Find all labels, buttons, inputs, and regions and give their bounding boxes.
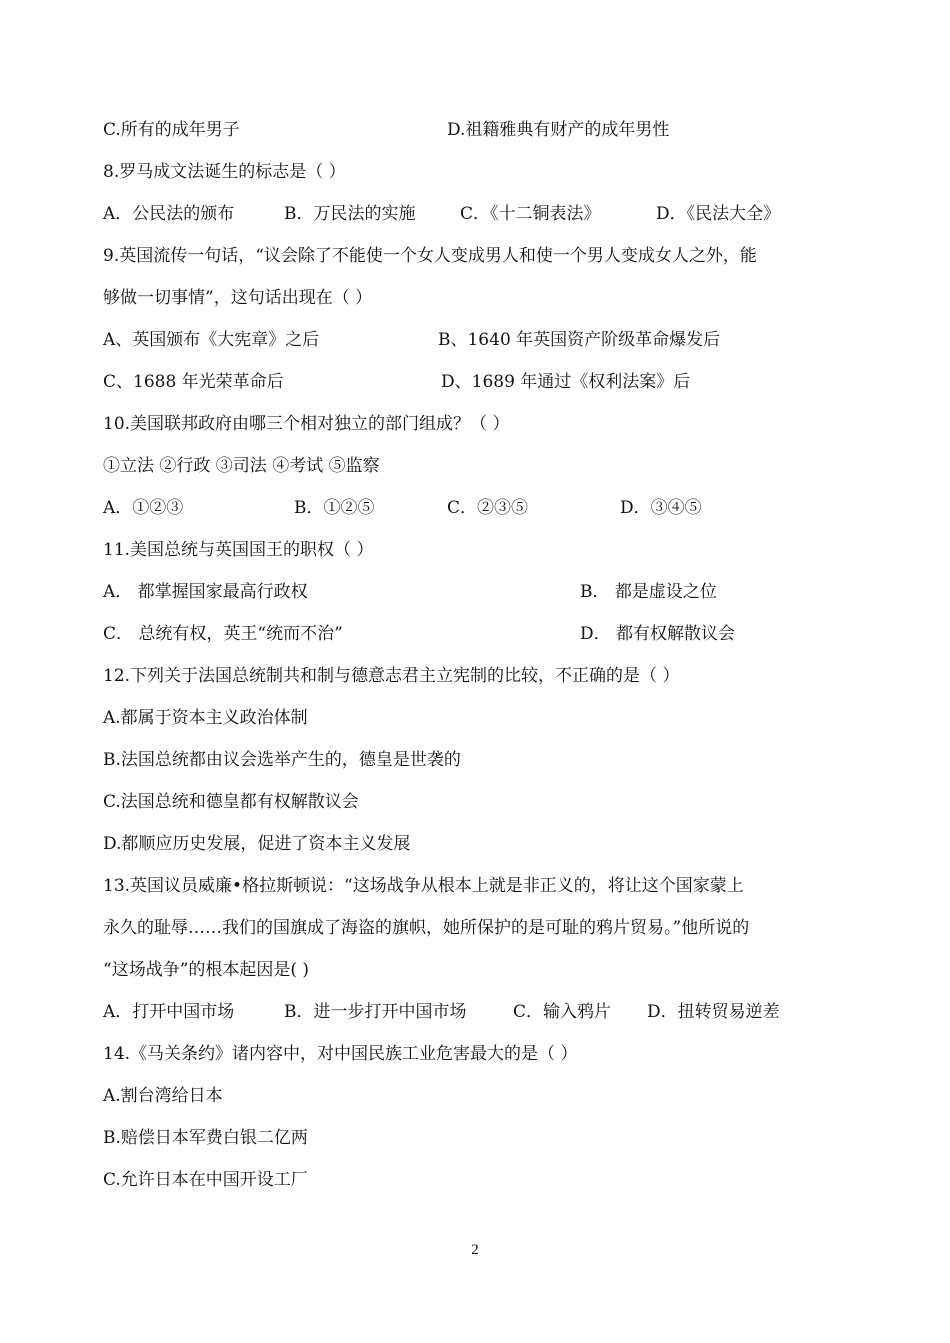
q10-items: ①立法 ②行政 ③司法 ④考试 ⑤监察 [103, 456, 380, 476]
question-8: 8.罗马成文法诞生的标志是（ ） [103, 162, 346, 182]
q10-option-d: D．③④⑤ [620, 498, 702, 518]
q8-option-d: D．《民法大全》 [656, 204, 781, 224]
question-11: 11.美国总统与英国国王的职权（ ） [103, 540, 374, 560]
q13-option-d: D．扭转贸易逆差 [647, 1002, 780, 1022]
q10-option-a: A．①②③ [103, 498, 184, 518]
q11-option-a: A． 都掌握国家最高行政权 [103, 582, 308, 602]
q11-option-c: C． 总统有权，英王“统而不治” [103, 624, 343, 644]
q12-option-c: C.法国总统和德皇都有权解散议会 [103, 792, 359, 812]
q8-option-b: B．万民法的实施 [284, 204, 416, 224]
question-14: 14.《马关条约》诸内容中，对中国民族工业危害最大的是（ ） [103, 1044, 578, 1064]
page-number: 2 [471, 1242, 479, 1258]
q9-option-a: A、英国颁布《大宪章》之后 [103, 330, 320, 350]
question-13-line-2: 永久的耻辱……我们的国旗成了海盗的旗帜，她所保护的是可耻的鸦片贸易。”他所说的 [103, 918, 750, 938]
q14-option-c: C.允许日本在中国开设工厂 [103, 1170, 308, 1190]
q9-option-b: B、1640 年英国资产阶级革命爆发后 [438, 330, 721, 350]
q7-option-d: D.祖籍雅典有财产的成年男性 [447, 120, 670, 140]
q12-option-b: B.法国总统都由议会选举产生的，德皇是世袭的 [103, 750, 461, 770]
q11-option-d: D． 都有权解散议会 [580, 624, 736, 644]
question-12: 12.下列关于法国总统制共和制与德意志君主立宪制的比较，不正确的是（ ） [103, 666, 680, 686]
q13-option-a: A．打开中国市场 [103, 1002, 235, 1022]
question-13-line-3: “这场战争”的根本起因是( ) [103, 960, 310, 980]
q12-option-a: A.都属于资本主义政治体制 [103, 708, 308, 728]
q7-option-c: C.所有的成年男子 [103, 120, 240, 140]
q13-option-b: B．进一步打开中国市场 [284, 1002, 467, 1022]
question-13-line-1: 13.英国议员威廉•格拉斯顿说：“这场战争从根本上就是非正义的，将让这个国家蒙上 [103, 876, 744, 896]
q12-option-d: D.都顺应历史发展，促进了资本主义发展 [103, 834, 411, 854]
q9-option-d: D、1689 年通过《权利法案》后 [441, 372, 691, 392]
q10-option-b: B．①②⑤ [294, 498, 375, 518]
q8-option-a: A．公民法的颁布 [103, 204, 235, 224]
question-9-line-1: 9.英国流传一句话，“议会除了不能使一个女人变成男人和使一个男人变成女人之外，能 [103, 246, 757, 266]
q14-option-b: B.赔偿日本军费白银二亿两 [103, 1128, 308, 1148]
question-10: 10.美国联邦政府由哪三个相对独立的部门组成？（ ） [103, 414, 510, 434]
q11-option-b: B． 都是虚设之位 [580, 582, 717, 602]
q13-option-c: C．输入鸦片 [513, 1002, 612, 1022]
q14-option-a: A.割台湾给日本 [103, 1086, 223, 1106]
q9-option-c: C、1688 年光荣革命后 [103, 372, 284, 392]
q10-option-c: C．②③⑤ [447, 498, 529, 518]
question-9-line-2: 够做一切事情”，这句话出现在（ ） [103, 288, 373, 308]
q8-option-c: C．《十二铜表法》 [460, 204, 601, 224]
